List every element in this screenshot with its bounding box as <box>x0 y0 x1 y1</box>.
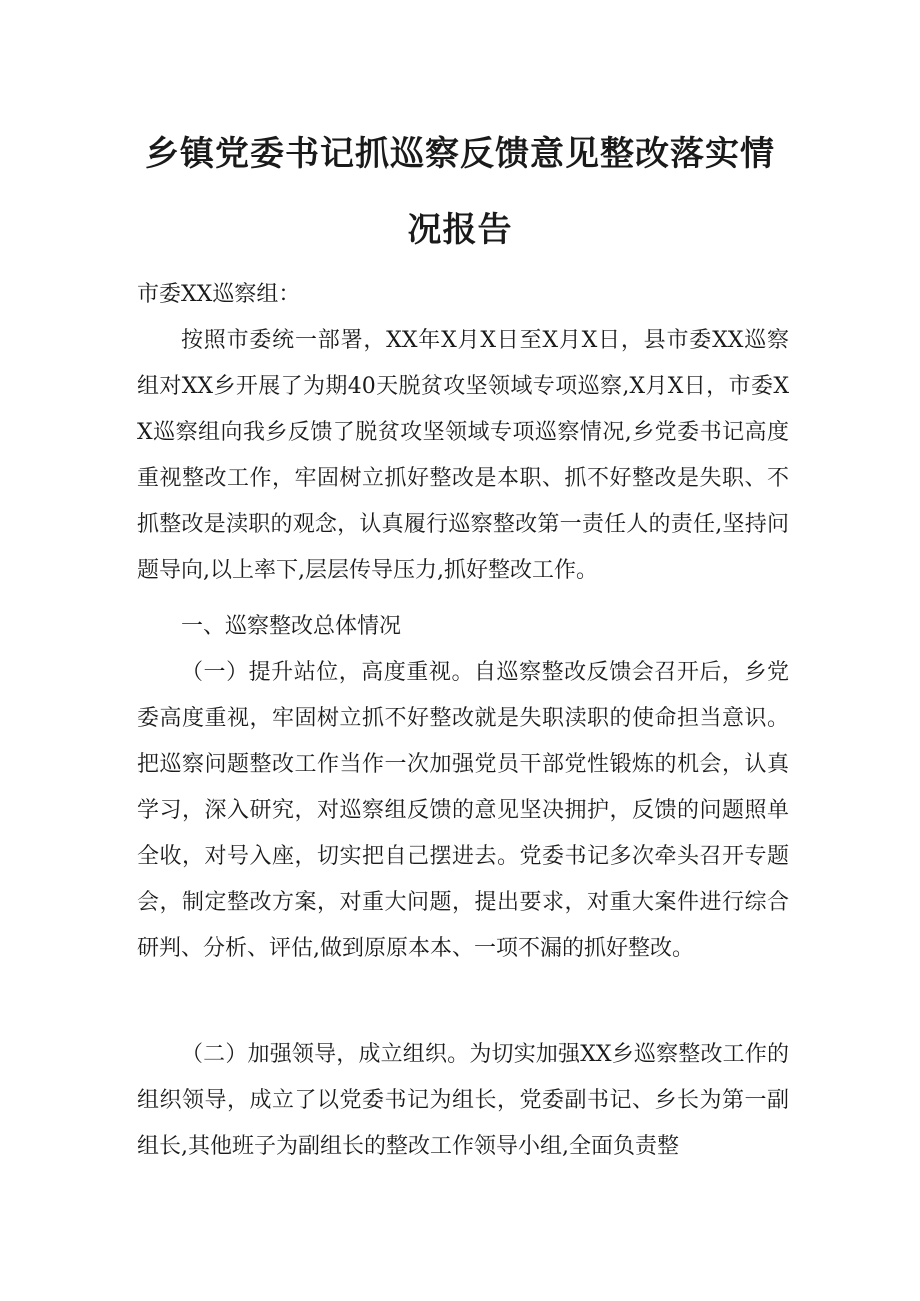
salutation: 市委XX巡察组： <box>137 282 301 307</box>
paragraph-intro: 按照市委统一部署，XX年X月X日至X月X日，县市委XX巡察组对XX乡开展了为期40天脱贫攻坚领域专项巡察,X月X日，市委XX巡察组向我乡反馈了脱贫攻坚领域专项巡察情况,乡党委书记高度重视整改工作，牢固树立抓好整改是本职、抓不好整改是失职、不抓整改是渎职的观念，认真履行巡察整改第一责任人的责任,坚持问题导向,以上率下,层层传导压力,抓好整改工作。 <box>137 328 789 583</box>
document-title-line-1: 乡镇党委书记抓巡察反馈意见整改落实情 <box>145 134 775 174</box>
section-heading-overall: 一、巡察整改总体情况 <box>181 614 402 639</box>
paragraph-strengthen-leadership: （二）加强领导，成立组织。为切实加强XX乡巡察整改工作的组织领导，成立了以党委书记为组长，党委副书记、乡长为第一副组长,其他班子为副组长的整改工作领导小组,全面负责整 <box>137 1042 789 1159</box>
document-title-line-2: 况报告 <box>407 210 513 250</box>
paragraph-raise-standing: （一）提升站位，高度重视。自巡察整改反馈会召开后，乡党委高度重视，牢固树立抓不好整改就是失职渎职的使命担当意识。把巡察问题整改工作当作一次加强党员干部党性锻炼的机会，认真学习，深入研究，对巡察组反馈的意见坚决拥护，反馈的问题照单全收，对号入座，切实把自己摆进去。党委书记多次牵头召开专题会，制定整改方案，对重大问题，提出要求，对重大案件进行综合研判、分析、评估,做到原原本本、一项不漏的抓好整改。 <box>137 660 789 961</box>
